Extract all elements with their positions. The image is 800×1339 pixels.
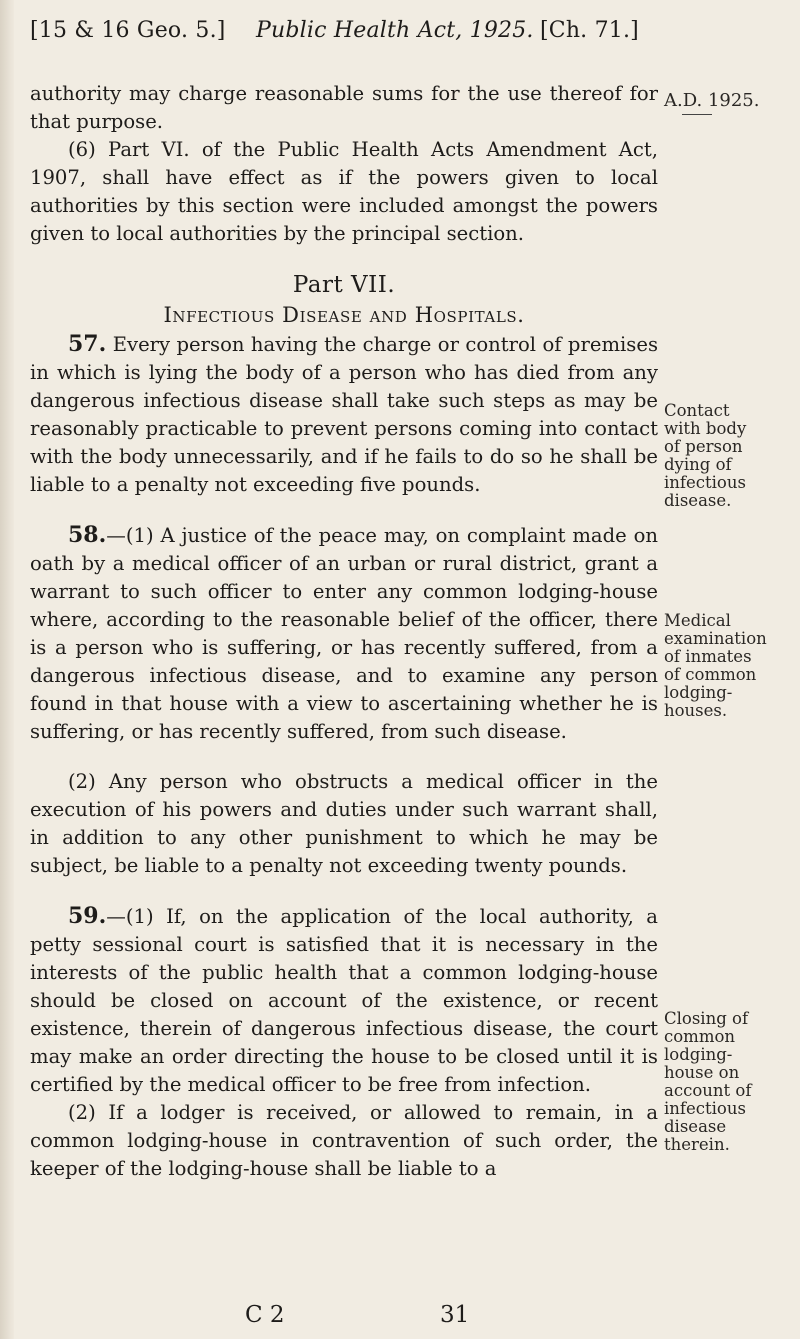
intro-subsection-6: (6) Part VI. of the Public Health Acts Amendment Act, 1907, shall have effect as if the powers given to local authorities by this section were included amongst the powers given to local authorities by the principal section. (30, 138, 658, 245)
section-58-sub1 (30, 521, 658, 746)
margin-note-line: lodging- (664, 683, 733, 702)
margin-note-line: account of (664, 1081, 752, 1100)
margin-note-line: therein. (664, 1135, 730, 1154)
margin-note-line: disease (664, 1117, 727, 1136)
section-58-number: 58. (68, 522, 107, 548)
margin-note-line: of common (664, 665, 757, 684)
section-59-number: 59. (68, 903, 107, 929)
page-number: 31 (440, 1302, 470, 1328)
header-chapter: [Ch. 71.] (540, 18, 639, 43)
margin-note-59 (664, 1010, 794, 1154)
page-edge-shadow (0, 0, 14, 1339)
section-57-number: 57. (68, 331, 107, 357)
section-59-sub1-text: —(1) If, on the application of the local authority, a petty sessional court is satisfied that it is necessary in the interests of the public health that a common lodging-house should be closed on account of the existence, or recent existence, therein of dangerous infectious disease, the court may make an order directing the house to be closed until it is certified by the medical officer to be free from infection. (30, 905, 658, 1096)
margin-note-line: disease. (664, 491, 732, 510)
header-title: Public Health Act, 1925. (256, 18, 534, 43)
margin-year-rule (682, 114, 712, 115)
section-58-sub2: (2) Any person who obstructs a medical officer in the execution of his powers and duties under such warrant shall, in addition to any other punishment to which he may be subject, be liable to a penalty not exceeding twenty pounds. (30, 770, 658, 877)
margin-note-line: with body (664, 419, 747, 438)
margin-note-line: Closing of (664, 1009, 749, 1028)
margin-note-line: of inmates (664, 647, 752, 666)
margin-note-58 (664, 612, 794, 720)
section-58-sub1-text: —(1) A justice of the peace may, on complaint made on oath by a medical officer of an urban or rural district, grant a warrant to such officer to enter any common lodging-house where, according to the reasonable belief of the officer, there is a person who is suffering, or has recently suffered, from a dangerous infectious disease, and to examine any person found in that house with a view to ascertaining whether he is suffering, or has recently suffered, from such disease. (30, 524, 658, 743)
margin-note-line: infectious (664, 473, 746, 492)
margin-note-line: house on (664, 1063, 740, 1082)
section-57-text: Every person having the charge or control of premises in which is lying the body of a person who has died from any dangerous infectious disease shall take such steps as may be reasonably practicable to prevent persons coming into contact with the body unnecessarily, and if he fails to do so he shall be liable to a penalty not exceeding five pounds. (30, 333, 658, 496)
header-citation: [15 & 16 Geo. 5.] (30, 18, 226, 43)
section-57 (30, 330, 658, 499)
margin-note-line: Contact (664, 401, 730, 420)
section-59-sub2: (2) If a lodger is received, or allowed to remain, in a common lodging-house in contravention of such order, the keeper of the lodging-house shall be liable to a (30, 1101, 658, 1180)
margin-note-line: houses. (664, 701, 728, 720)
margin-year-text: A.D. 1925. (664, 90, 760, 111)
margin-note-57 (664, 402, 794, 510)
margin-note-line: common (664, 1027, 736, 1046)
margin-note-line: infectious (664, 1099, 746, 1118)
margin-note-line: lodging- (664, 1045, 733, 1064)
margin-note-line: examination (664, 629, 767, 648)
margin-note-line: of person (664, 437, 743, 456)
part-heading: Infectious Disease and Hospitals. (163, 303, 525, 327)
printer-signature: C 2 (245, 1302, 285, 1328)
margin-note-line: dying of (664, 455, 732, 474)
margin-note-line: Medical (664, 611, 731, 630)
margin-year (664, 92, 794, 115)
section-59-sub1 (30, 902, 658, 1099)
intro-continuation: authority may charge reasonable sums for the use thereof for that purpose. (30, 82, 658, 133)
main-text (30, 80, 658, 1183)
part-label: Part VII. (292, 272, 396, 298)
